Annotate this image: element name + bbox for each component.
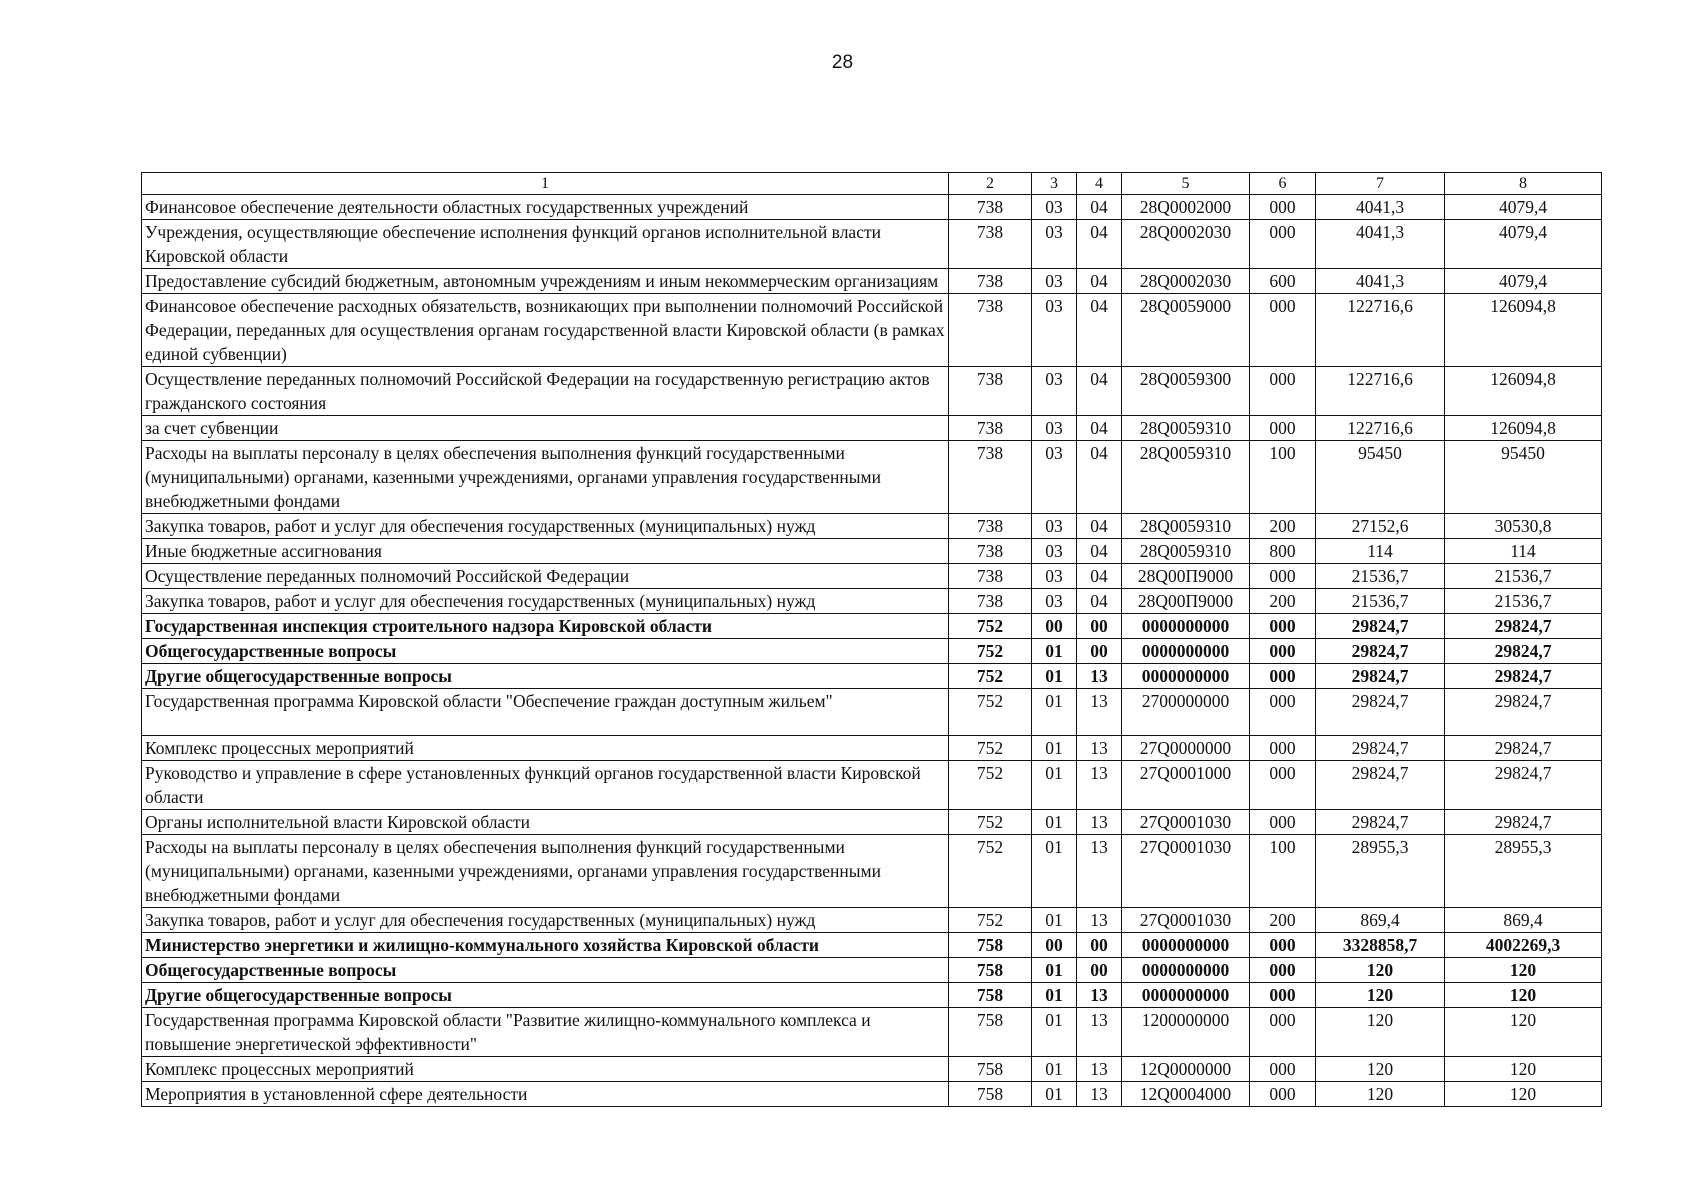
expense-name-cell: Комплекс процессных мероприятий xyxy=(142,736,949,761)
expense-type-cell: 000 xyxy=(1250,761,1316,810)
target-article-cell: 0000000000 xyxy=(1122,639,1250,664)
section-code-cell: 01 xyxy=(1032,810,1077,835)
subsection-code-cell: 13 xyxy=(1077,908,1122,933)
amount-year-2-cell: 95450 xyxy=(1445,441,1602,514)
expense-name-cell: Осуществление переданных полномочий Российской Федерации xyxy=(142,564,949,589)
expense-type-cell: 000 xyxy=(1250,367,1316,416)
amount-year-2-cell: 29824,7 xyxy=(1445,689,1602,736)
table-row xyxy=(142,416,1602,441)
subsection-code-cell: 04 xyxy=(1077,416,1122,441)
subsection-code-cell: 13 xyxy=(1077,736,1122,761)
section-code-cell: 03 xyxy=(1032,294,1077,367)
subsection-code-cell: 04 xyxy=(1077,269,1122,294)
amount-year-1-cell: 29824,7 xyxy=(1316,639,1445,664)
column-header: 6 xyxy=(1250,173,1316,195)
amount-year-1-cell: 29824,7 xyxy=(1316,736,1445,761)
amount-year-1-cell: 120 xyxy=(1316,983,1445,1008)
table-row xyxy=(142,564,1602,589)
section-code-cell: 03 xyxy=(1032,195,1077,220)
target-article-cell: 0000000000 xyxy=(1122,933,1250,958)
ministry-code-cell: 738 xyxy=(949,269,1032,294)
expense-name-cell: Государственная инспекция строительного надзора Кировской области xyxy=(142,614,949,639)
table-row xyxy=(142,269,1602,294)
expense-name-cell: Общегосударственные вопросы xyxy=(142,639,949,664)
column-header: 4 xyxy=(1077,173,1122,195)
expense-type-cell: 000 xyxy=(1250,614,1316,639)
expense-name-cell: Закупка товаров, работ и услуг для обеспечения государственных (муниципальных) нужд xyxy=(142,908,949,933)
subsection-code-cell: 13 xyxy=(1077,689,1122,736)
expense-type-cell: 200 xyxy=(1250,514,1316,539)
table-row xyxy=(142,736,1602,761)
expense-name-cell: Государственная программа Кировской области "Обеспечение граждан доступным жильем" xyxy=(142,689,949,736)
table-row xyxy=(142,664,1602,689)
target-article-cell: 27Q0000000 xyxy=(1122,736,1250,761)
expense-type-cell: 600 xyxy=(1250,269,1316,294)
ministry-code-cell: 738 xyxy=(949,589,1032,614)
ministry-code-cell: 752 xyxy=(949,908,1032,933)
subsection-code-cell: 13 xyxy=(1077,1082,1122,1107)
expense-type-cell: 200 xyxy=(1250,908,1316,933)
table-row xyxy=(142,294,1602,367)
amount-year-2-cell: 120 xyxy=(1445,958,1602,983)
section-code-cell: 01 xyxy=(1032,664,1077,689)
column-header: 8 xyxy=(1445,173,1602,195)
target-article-cell: 27Q0001030 xyxy=(1122,908,1250,933)
table-row xyxy=(142,589,1602,614)
section-code-cell: 03 xyxy=(1032,564,1077,589)
amount-year-1-cell: 21536,7 xyxy=(1316,564,1445,589)
amount-year-1-cell: 28955,3 xyxy=(1316,835,1445,908)
ministry-code-cell: 752 xyxy=(949,835,1032,908)
target-article-cell: 27Q0001000 xyxy=(1122,761,1250,810)
target-article-cell: 28Q0059310 xyxy=(1122,441,1250,514)
subsection-code-cell: 13 xyxy=(1077,835,1122,908)
amount-year-2-cell: 21536,7 xyxy=(1445,564,1602,589)
ministry-code-cell: 752 xyxy=(949,614,1032,639)
amount-year-2-cell: 29824,7 xyxy=(1445,664,1602,689)
expense-type-cell: 000 xyxy=(1250,1057,1316,1082)
table-row xyxy=(142,367,1602,416)
budget-table xyxy=(141,172,1602,1107)
section-code-cell: 01 xyxy=(1032,761,1077,810)
column-header: 2 xyxy=(949,173,1032,195)
expense-name-cell: Общегосударственные вопросы xyxy=(142,958,949,983)
subsection-code-cell: 00 xyxy=(1077,933,1122,958)
amount-year-1-cell: 27152,6 xyxy=(1316,514,1445,539)
table-row xyxy=(142,983,1602,1008)
table-row xyxy=(142,1008,1602,1057)
target-article-cell: 12Q0000000 xyxy=(1122,1057,1250,1082)
amount-year-1-cell: 120 xyxy=(1316,1082,1445,1107)
section-code-cell: 03 xyxy=(1032,441,1077,514)
section-code-cell: 01 xyxy=(1032,983,1077,1008)
expense-type-cell: 000 xyxy=(1250,664,1316,689)
subsection-code-cell: 04 xyxy=(1077,539,1122,564)
target-article-cell: 12Q0004000 xyxy=(1122,1082,1250,1107)
amount-year-1-cell: 21536,7 xyxy=(1316,589,1445,614)
amount-year-2-cell: 126094,8 xyxy=(1445,367,1602,416)
expense-type-cell: 000 xyxy=(1250,1082,1316,1107)
amount-year-2-cell: 126094,8 xyxy=(1445,416,1602,441)
subsection-code-cell: 04 xyxy=(1077,564,1122,589)
target-article-cell: 28Q0059310 xyxy=(1122,539,1250,564)
target-article-cell: 28Q0002030 xyxy=(1122,269,1250,294)
table-row xyxy=(142,835,1602,908)
amount-year-2-cell: 4079,4 xyxy=(1445,220,1602,269)
expense-name-cell: Расходы на выплаты персоналу в целях обеспечения выполнения функций государственными (муниципальными) органами, казенными учреждениями, органами управления государственными внебюджетными фондами xyxy=(142,441,949,514)
ministry-code-cell: 758 xyxy=(949,933,1032,958)
expense-name-cell: Руководство и управление в сфере установленных функций органов государственной власти Кировской области xyxy=(142,761,949,810)
expense-type-cell: 000 xyxy=(1250,294,1316,367)
amount-year-2-cell: 120 xyxy=(1445,1082,1602,1107)
amount-year-1-cell: 120 xyxy=(1316,958,1445,983)
table-row xyxy=(142,958,1602,983)
expense-name-cell: Иные бюджетные ассигнования xyxy=(142,539,949,564)
section-code-cell: 03 xyxy=(1032,514,1077,539)
amount-year-2-cell: 869,4 xyxy=(1445,908,1602,933)
table-row xyxy=(142,220,1602,269)
subsection-code-cell: 13 xyxy=(1077,1057,1122,1082)
amount-year-1-cell: 3328858,7 xyxy=(1316,933,1445,958)
section-code-cell: 01 xyxy=(1032,908,1077,933)
expense-name-cell: Мероприятия в установленной сфере деятельности xyxy=(142,1082,949,1107)
amount-year-1-cell: 29824,7 xyxy=(1316,689,1445,736)
table-row xyxy=(142,614,1602,639)
expense-type-cell: 000 xyxy=(1250,736,1316,761)
table-header-row xyxy=(142,173,1602,195)
expense-name-cell: Министерство энергетики и жилищно-коммунального хозяйства Кировской области xyxy=(142,933,949,958)
target-article-cell: 2700000000 xyxy=(1122,689,1250,736)
amount-year-2-cell: 28955,3 xyxy=(1445,835,1602,908)
subsection-code-cell: 13 xyxy=(1077,983,1122,1008)
amount-year-2-cell: 4002269,3 xyxy=(1445,933,1602,958)
expense-type-cell: 000 xyxy=(1250,983,1316,1008)
table-row xyxy=(142,639,1602,664)
target-article-cell: 28Q00П9000 xyxy=(1122,564,1250,589)
subsection-code-cell: 00 xyxy=(1077,614,1122,639)
subsection-code-cell: 13 xyxy=(1077,761,1122,810)
amount-year-2-cell: 29824,7 xyxy=(1445,736,1602,761)
ministry-code-cell: 758 xyxy=(949,983,1032,1008)
subsection-code-cell: 04 xyxy=(1077,220,1122,269)
expense-type-cell: 000 xyxy=(1250,810,1316,835)
section-code-cell: 03 xyxy=(1032,367,1077,416)
subsection-code-cell: 13 xyxy=(1077,1008,1122,1057)
amount-year-2-cell: 4079,4 xyxy=(1445,269,1602,294)
subsection-code-cell: 04 xyxy=(1077,294,1122,367)
target-article-cell: 28Q00П9000 xyxy=(1122,589,1250,614)
ministry-code-cell: 738 xyxy=(949,539,1032,564)
section-code-cell: 03 xyxy=(1032,416,1077,441)
expense-name-cell: Другие общегосударственные вопросы xyxy=(142,983,949,1008)
table-row xyxy=(142,514,1602,539)
table-row xyxy=(142,933,1602,958)
target-article-cell: 28Q0002030 xyxy=(1122,220,1250,269)
table-row xyxy=(142,441,1602,514)
table-row xyxy=(142,810,1602,835)
target-article-cell: 28Q0059310 xyxy=(1122,416,1250,441)
amount-year-1-cell: 29824,7 xyxy=(1316,614,1445,639)
ministry-code-cell: 738 xyxy=(949,441,1032,514)
amount-year-2-cell: 120 xyxy=(1445,983,1602,1008)
expense-type-cell: 100 xyxy=(1250,441,1316,514)
amount-year-1-cell: 114 xyxy=(1316,539,1445,564)
target-article-cell: 28Q0059310 xyxy=(1122,514,1250,539)
amount-year-2-cell: 29824,7 xyxy=(1445,810,1602,835)
target-article-cell: 0000000000 xyxy=(1122,614,1250,639)
expense-name-cell: Закупка товаров, работ и услуг для обеспечения государственных (муниципальных) нужд xyxy=(142,589,949,614)
expense-name-cell: Финансовое обеспечение расходных обязательств, возникающих при выполнении полномочий Российской Федерации, переданных для осуществления органам государственной власти Кировской области (в рамках единой субвенции) xyxy=(142,294,949,367)
expense-name-cell: Расходы на выплаты персоналу в целях обеспечения выполнения функций государственными (муниципальными) органами, казенными учреждениями, органами управления государственными внебюджетными фондами xyxy=(142,835,949,908)
section-code-cell: 03 xyxy=(1032,539,1077,564)
target-article-cell: 27Q0001030 xyxy=(1122,810,1250,835)
section-code-cell: 01 xyxy=(1032,958,1077,983)
expense-name-cell: Осуществление переданных полномочий Российской Федерации на государственную регистрацию актов гражданского состояния xyxy=(142,367,949,416)
ministry-code-cell: 752 xyxy=(949,664,1032,689)
expense-type-cell: 000 xyxy=(1250,639,1316,664)
target-article-cell: 0000000000 xyxy=(1122,664,1250,689)
expense-type-cell: 000 xyxy=(1250,958,1316,983)
amount-year-2-cell: 126094,8 xyxy=(1445,294,1602,367)
table-row xyxy=(142,761,1602,810)
amount-year-1-cell: 120 xyxy=(1316,1057,1445,1082)
ministry-code-cell: 758 xyxy=(949,1057,1032,1082)
amount-year-1-cell: 4041,3 xyxy=(1316,269,1445,294)
expense-type-cell: 000 xyxy=(1250,195,1316,220)
section-code-cell: 00 xyxy=(1032,614,1077,639)
subsection-code-cell: 00 xyxy=(1077,958,1122,983)
amount-year-1-cell: 29824,7 xyxy=(1316,664,1445,689)
ministry-code-cell: 758 xyxy=(949,958,1032,983)
section-code-cell: 01 xyxy=(1032,736,1077,761)
ministry-code-cell: 738 xyxy=(949,195,1032,220)
column-header: 5 xyxy=(1122,173,1250,195)
amount-year-1-cell: 869,4 xyxy=(1316,908,1445,933)
ministry-code-cell: 758 xyxy=(949,1008,1032,1057)
section-code-cell: 01 xyxy=(1032,689,1077,736)
target-article-cell: 28Q0059300 xyxy=(1122,367,1250,416)
amount-year-2-cell: 29824,7 xyxy=(1445,614,1602,639)
ministry-code-cell: 752 xyxy=(949,761,1032,810)
amount-year-2-cell: 114 xyxy=(1445,539,1602,564)
ministry-code-cell: 752 xyxy=(949,736,1032,761)
subsection-code-cell: 04 xyxy=(1077,367,1122,416)
target-article-cell: 27Q0001030 xyxy=(1122,835,1250,908)
expense-type-cell: 200 xyxy=(1250,589,1316,614)
section-code-cell: 01 xyxy=(1032,1008,1077,1057)
ministry-code-cell: 738 xyxy=(949,294,1032,367)
amount-year-2-cell: 4079,4 xyxy=(1445,195,1602,220)
amount-year-1-cell: 122716,6 xyxy=(1316,367,1445,416)
target-article-cell: 1200000000 xyxy=(1122,1008,1250,1057)
table-row xyxy=(142,195,1602,220)
amount-year-2-cell: 30530,8 xyxy=(1445,514,1602,539)
expense-name-cell: Финансовое обеспечение деятельности областных государственных учреждений xyxy=(142,195,949,220)
ministry-code-cell: 752 xyxy=(949,639,1032,664)
amount-year-1-cell: 4041,3 xyxy=(1316,220,1445,269)
subsection-code-cell: 00 xyxy=(1077,639,1122,664)
column-header: 7 xyxy=(1316,173,1445,195)
subsection-code-cell: 04 xyxy=(1077,589,1122,614)
expense-type-cell: 100 xyxy=(1250,835,1316,908)
section-code-cell: 03 xyxy=(1032,220,1077,269)
amount-year-2-cell: 120 xyxy=(1445,1008,1602,1057)
table-row xyxy=(142,908,1602,933)
expense-type-cell: 800 xyxy=(1250,539,1316,564)
ministry-code-cell: 758 xyxy=(949,1082,1032,1107)
expense-type-cell: 000 xyxy=(1250,416,1316,441)
amount-year-1-cell: 122716,6 xyxy=(1316,294,1445,367)
expense-type-cell: 000 xyxy=(1250,1008,1316,1057)
target-article-cell: 0000000000 xyxy=(1122,958,1250,983)
table-row xyxy=(142,1057,1602,1082)
page-number: 28 xyxy=(831,52,854,73)
expense-name-cell: за счет субвенции xyxy=(142,416,949,441)
ministry-code-cell: 738 xyxy=(949,564,1032,589)
amount-year-2-cell: 29824,7 xyxy=(1445,761,1602,810)
section-code-cell: 00 xyxy=(1032,933,1077,958)
expense-type-cell: 000 xyxy=(1250,220,1316,269)
target-article-cell: 28Q0059000 xyxy=(1122,294,1250,367)
ministry-code-cell: 738 xyxy=(949,514,1032,539)
table-row xyxy=(142,1082,1602,1107)
amount-year-2-cell: 120 xyxy=(1445,1057,1602,1082)
expense-name-cell: Комплекс процессных мероприятий xyxy=(142,1057,949,1082)
target-article-cell: 28Q0002000 xyxy=(1122,195,1250,220)
ministry-code-cell: 738 xyxy=(949,220,1032,269)
expense-name-cell: Другие общегосударственные вопросы xyxy=(142,664,949,689)
expense-name-cell: Предоставление субсидий бюджетным, автономным учреждениям и иным некоммерческим организациям xyxy=(142,269,949,294)
subsection-code-cell: 04 xyxy=(1077,514,1122,539)
ministry-code-cell: 738 xyxy=(949,416,1032,441)
column-header: 3 xyxy=(1032,173,1077,195)
subsection-code-cell: 04 xyxy=(1077,441,1122,514)
section-code-cell: 01 xyxy=(1032,835,1077,908)
amount-year-2-cell: 21536,7 xyxy=(1445,589,1602,614)
column-header: 1 xyxy=(142,173,949,195)
amount-year-1-cell: 29824,7 xyxy=(1316,810,1445,835)
ministry-code-cell: 752 xyxy=(949,810,1032,835)
expense-name-cell: Органы исполнительной власти Кировской области xyxy=(142,810,949,835)
table-row xyxy=(142,689,1602,736)
subsection-code-cell: 04 xyxy=(1077,195,1122,220)
amount-year-1-cell: 120 xyxy=(1316,1008,1445,1057)
section-code-cell: 03 xyxy=(1032,269,1077,294)
section-code-cell: 01 xyxy=(1032,1057,1077,1082)
subsection-code-cell: 13 xyxy=(1077,810,1122,835)
expense-type-cell: 000 xyxy=(1250,689,1316,736)
section-code-cell: 01 xyxy=(1032,639,1077,664)
section-code-cell: 01 xyxy=(1032,1082,1077,1107)
expense-name-cell: Учреждения, осуществляющие обеспечение исполнения функций органов исполнительной власти Кировской области xyxy=(142,220,949,269)
ministry-code-cell: 738 xyxy=(949,367,1032,416)
subsection-code-cell: 13 xyxy=(1077,664,1122,689)
expense-name-cell: Закупка товаров, работ и услуг для обеспечения государственных (муниципальных) нужд xyxy=(142,514,949,539)
expense-type-cell: 000 xyxy=(1250,564,1316,589)
amount-year-2-cell: 29824,7 xyxy=(1445,639,1602,664)
amount-year-1-cell: 95450 xyxy=(1316,441,1445,514)
expense-type-cell: 000 xyxy=(1250,933,1316,958)
expense-name-cell: Государственная программа Кировской области "Развитие жилищно-коммунального комплекса и повышение энергетической эффективности" xyxy=(142,1008,949,1057)
amount-year-1-cell: 122716,6 xyxy=(1316,416,1445,441)
target-article-cell: 0000000000 xyxy=(1122,983,1250,1008)
section-code-cell: 03 xyxy=(1032,589,1077,614)
table-row xyxy=(142,539,1602,564)
ministry-code-cell: 752 xyxy=(949,689,1032,736)
amount-year-1-cell: 4041,3 xyxy=(1316,195,1445,220)
amount-year-1-cell: 29824,7 xyxy=(1316,761,1445,810)
